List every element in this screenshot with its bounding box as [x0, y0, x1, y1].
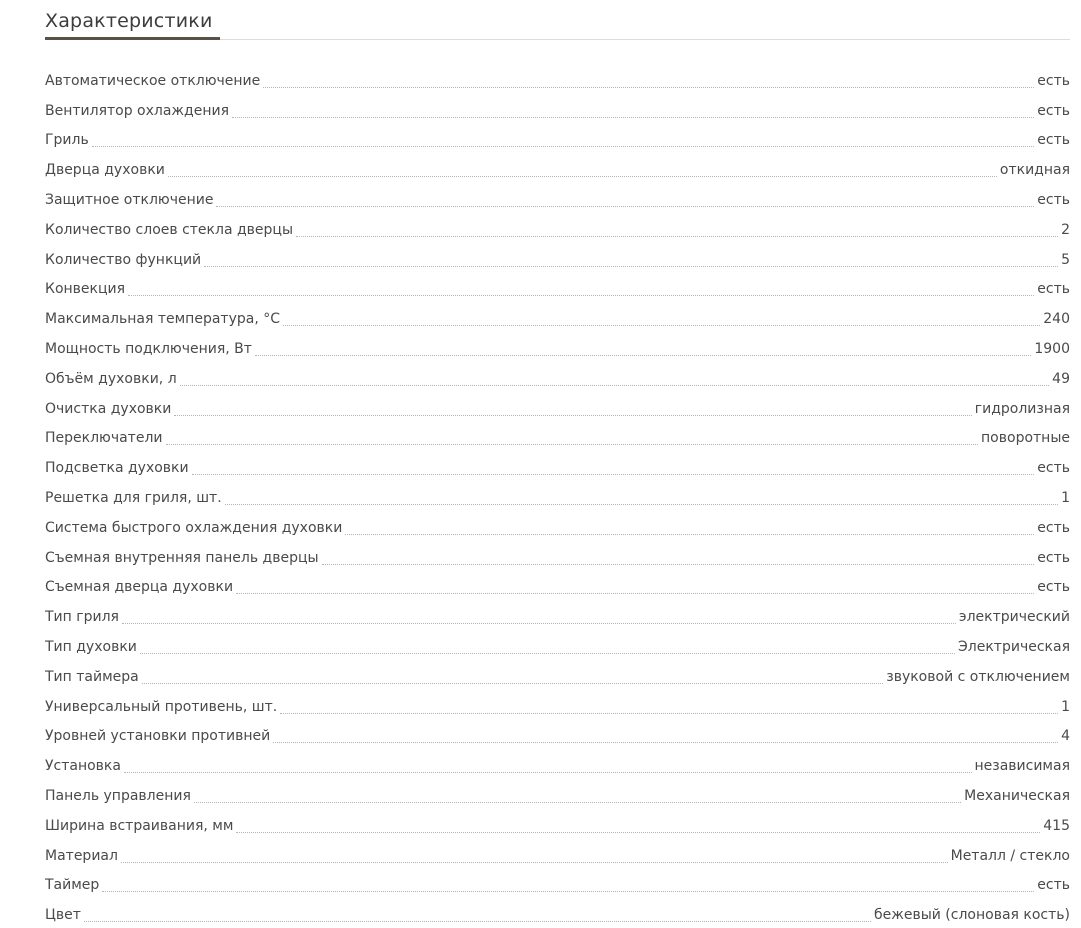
spec-value: откидная	[999, 162, 1070, 179]
spec-value: есть	[1037, 549, 1070, 566]
spec-name: Тип духовки	[45, 638, 137, 655]
spec-name: Максимальная температура, °C	[45, 311, 280, 328]
spec-name: Материал	[45, 847, 118, 864]
dotted-leader	[102, 890, 1034, 892]
spec-row	[45, 749, 1070, 779]
spec-name: Мощность подключения, Вт	[45, 340, 252, 357]
spec-row	[45, 511, 1070, 541]
spec-row	[45, 94, 1070, 124]
dotted-leader	[283, 324, 1040, 326]
section-title: Характеристики	[45, 10, 213, 32]
spec-value: 240	[1043, 311, 1070, 328]
spec-value: 2	[1061, 221, 1070, 238]
dotted-leader	[194, 801, 961, 803]
spec-value: есть	[1037, 72, 1070, 89]
spec-name: Тип гриля	[45, 609, 119, 626]
dotted-leader	[216, 205, 1034, 207]
spec-name: Таймер	[45, 877, 100, 894]
spec-value: есть	[1037, 579, 1070, 596]
spec-row	[45, 451, 1070, 481]
spec-row	[45, 779, 1070, 809]
dotted-leader	[225, 503, 1058, 505]
dotted-leader	[166, 443, 979, 445]
spec-row	[45, 600, 1070, 630]
dotted-leader	[204, 265, 1058, 267]
dotted-leader	[84, 920, 871, 922]
spec-value: 415	[1043, 817, 1070, 834]
spec-row	[45, 392, 1070, 422]
dotted-leader	[263, 86, 1034, 88]
spec-row	[45, 124, 1070, 154]
spec-name: Система быстрого охлаждения духовки	[45, 519, 343, 536]
spec-row	[45, 809, 1070, 839]
spec-name: Тип таймера	[45, 668, 139, 685]
spec-value: 5	[1061, 251, 1070, 268]
spec-name: Гриль	[45, 132, 89, 149]
spec-value: есть	[1037, 191, 1070, 208]
spec-name: Установка	[45, 758, 121, 775]
spec-value: Электрическая	[958, 638, 1070, 655]
spec-row	[45, 869, 1070, 899]
spec-value: 49	[1052, 370, 1070, 387]
spec-row	[45, 422, 1070, 452]
spec-row	[45, 273, 1070, 303]
spec-name: Количество функций	[45, 251, 202, 268]
spec-value: Механическая	[964, 787, 1070, 804]
dotted-leader	[255, 354, 1031, 356]
title-underline	[45, 37, 220, 40]
spec-name: Вентилятор охлаждения	[45, 102, 230, 119]
spec-value: Металл / стекло	[950, 847, 1070, 864]
spec-row	[45, 630, 1070, 660]
spec-name: Очистка духовки	[45, 400, 172, 417]
spec-row	[45, 362, 1070, 392]
spec-value: гидролизная	[974, 400, 1070, 417]
spec-row	[45, 898, 1070, 928]
spec-row	[45, 541, 1070, 571]
dotted-leader	[128, 294, 1034, 296]
dotted-leader	[322, 563, 1035, 565]
spec-value: бежевый (слоновая кость)	[873, 907, 1070, 924]
spec-row	[45, 332, 1070, 362]
spec-value: независимая	[974, 758, 1070, 775]
dotted-leader	[296, 235, 1058, 237]
spec-name: Конвекция	[45, 281, 126, 298]
spec-value: 1	[1061, 489, 1070, 506]
spec-name: Съемная дверца духовки	[45, 579, 234, 596]
dotted-leader	[232, 116, 1034, 118]
spec-row	[45, 302, 1070, 332]
dotted-leader	[236, 592, 1034, 594]
spec-name: Дверца духовки	[45, 162, 165, 179]
spec-value: звуковой с отключением	[886, 668, 1070, 685]
spec-value: 1900	[1034, 340, 1070, 357]
spec-name: Ширина встраивания, мм	[45, 817, 234, 834]
dotted-leader	[140, 652, 955, 654]
dotted-leader	[345, 533, 1034, 535]
spec-name: Панель управления	[45, 787, 191, 804]
dotted-leader	[236, 831, 1040, 833]
spec-name: Переключатели	[45, 430, 163, 447]
spec-row	[45, 571, 1070, 601]
spec-name: Объём духовки, л	[45, 370, 177, 387]
spec-row	[45, 839, 1070, 869]
spec-value: есть	[1037, 460, 1070, 477]
spec-value: есть	[1037, 102, 1070, 119]
spec-value: 4	[1061, 728, 1070, 745]
spec-name: Защитное отключение	[45, 191, 214, 208]
specifications-section	[45, 0, 1070, 924]
dotted-leader	[142, 682, 884, 684]
spec-row	[45, 720, 1070, 750]
dotted-leader	[273, 741, 1058, 743]
spec-value: 1	[1061, 698, 1070, 715]
spec-row	[45, 213, 1070, 243]
specs-list	[45, 64, 1070, 928]
spec-value: есть	[1037, 877, 1070, 894]
spec-name: Съемная внутренняя панель дверцы	[45, 549, 319, 566]
spec-name: Автоматическое отключение	[45, 72, 261, 89]
dotted-leader	[280, 712, 1058, 714]
section-header	[45, 0, 1070, 40]
dotted-leader	[174, 414, 971, 416]
spec-value: есть	[1037, 519, 1070, 536]
spec-row	[45, 690, 1070, 720]
spec-value: поворотные	[981, 430, 1070, 447]
spec-value: есть	[1037, 281, 1070, 298]
spec-row	[45, 64, 1070, 94]
spec-name: Подсветка духовки	[45, 460, 189, 477]
spec-row	[45, 243, 1070, 273]
dotted-leader	[168, 175, 997, 177]
dotted-leader	[124, 771, 972, 773]
spec-name: Уровней установки противней	[45, 728, 271, 745]
dotted-leader	[180, 384, 1050, 386]
spec-row	[45, 481, 1070, 511]
dotted-leader	[121, 861, 948, 863]
spec-name: Решетка для гриля, шт.	[45, 489, 222, 506]
spec-name: Количество слоев стекла дверцы	[45, 221, 293, 238]
spec-row	[45, 660, 1070, 690]
spec-row	[45, 153, 1070, 183]
spec-value: есть	[1037, 132, 1070, 149]
spec-row	[45, 183, 1070, 213]
dotted-leader	[192, 473, 1035, 475]
dotted-leader	[92, 145, 1035, 147]
spec-value: электрический	[958, 609, 1070, 626]
spec-name: Универсальный противень, шт.	[45, 698, 278, 715]
spec-name: Цвет	[45, 907, 81, 924]
dotted-leader	[122, 622, 956, 624]
